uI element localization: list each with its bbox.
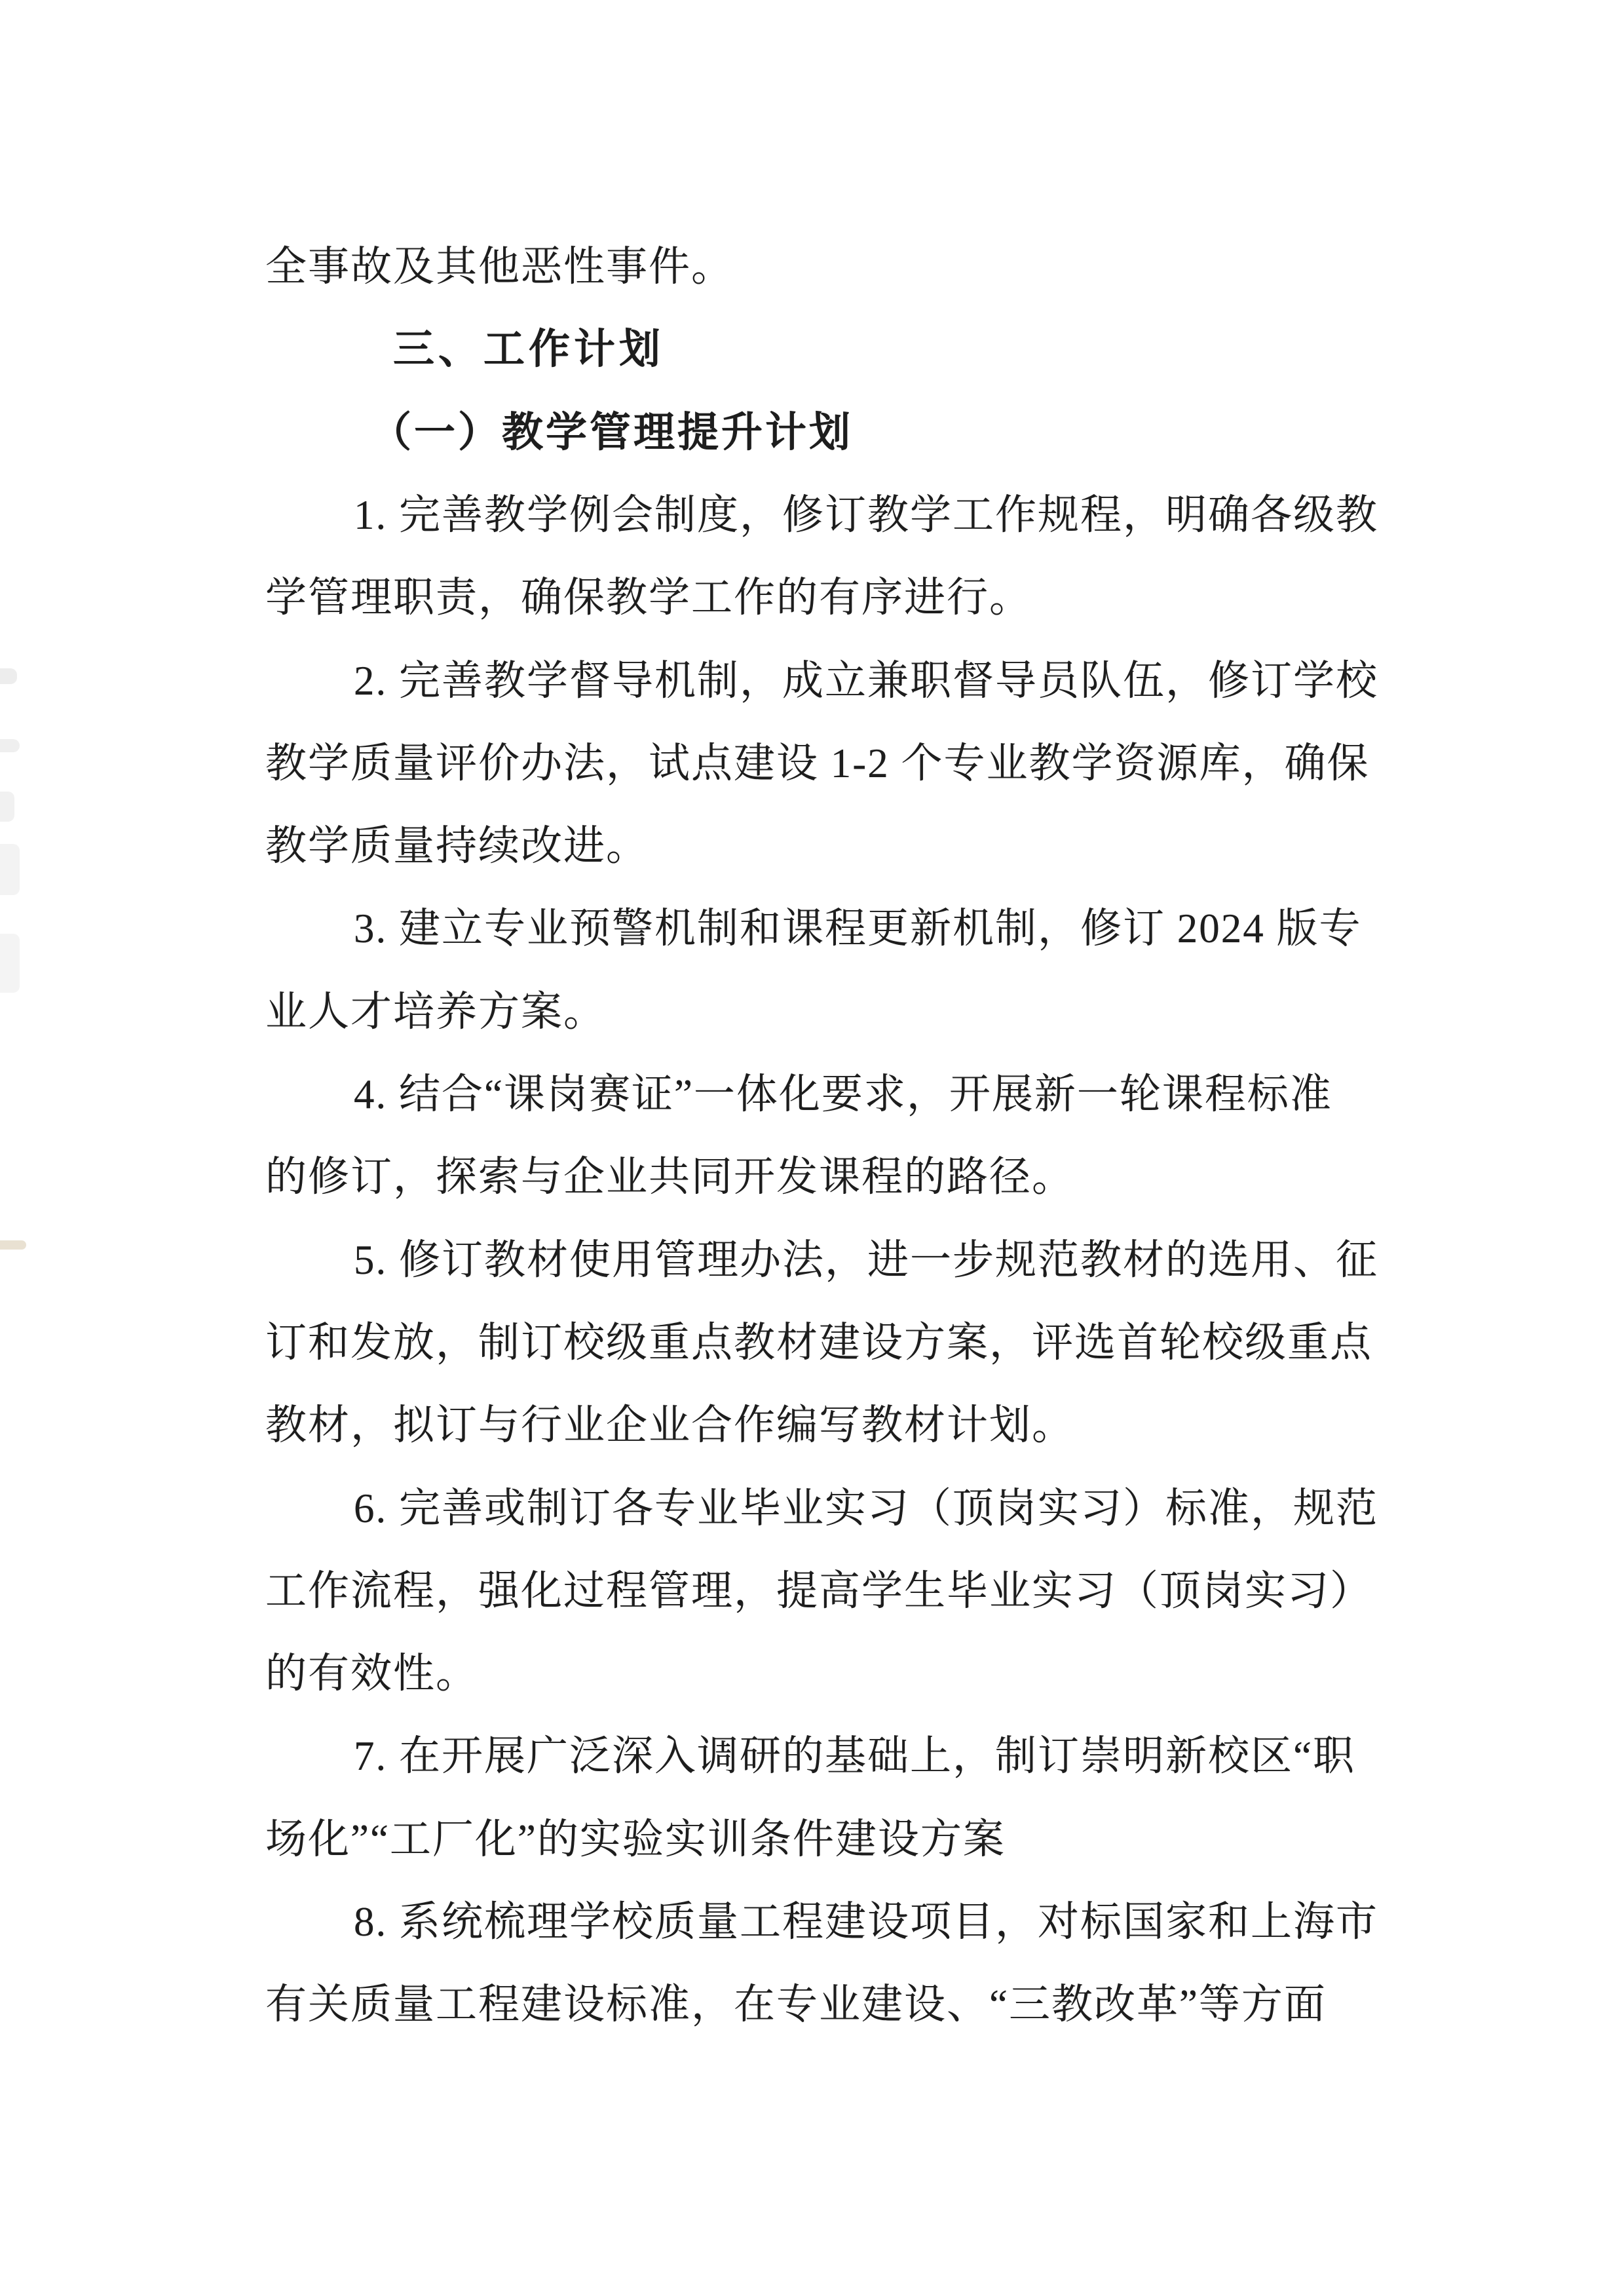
text-line: 教学质量评价办法，试点建设 1-2 个专业教学资源库，确保: [265, 740, 1370, 786]
paragraph-number-line: 6. 完善或制订各专业毕业实习（顶岗实习）标准，规范: [354, 1485, 1378, 1531]
paragraph-number-line: 3. 建立专业预警机制和课程更新机制，修订 2024 版专: [354, 906, 1362, 951]
subsection-heading: （一）教学管理提升计划: [370, 410, 853, 455]
paragraph-number-line: 7. 在开展广泛深入调研的基础上，制订崇明新校区“职: [354, 1733, 1355, 1779]
text-line: 全事故及其他恶性事件。: [265, 244, 734, 290]
paragraph-number-line: 4. 结合“课岗赛证”一体化要求，开展新一轮课程标准: [354, 1071, 1332, 1117]
text-line: 订和发放，制订校级重点教材建设方案，评选首轮校级重点: [265, 1320, 1372, 1366]
text-line: 的有效性。: [265, 1651, 478, 1696]
scan-artifact: [0, 668, 17, 684]
text-line: 场化”“工厂化”的实验实训条件建设方案: [265, 1816, 1006, 1862]
scan-artifact: [0, 792, 14, 822]
scan-artifact: [0, 1240, 26, 1250]
text-line: 业人才培养方案。: [265, 989, 606, 1035]
paragraph-number-line: 1. 完善教学例会制度，修订教学工作规程，明确各级教: [354, 492, 1378, 538]
paragraph-number-line: 8. 系统梳理学校质量工程建设项目，对标国家和上海市: [354, 1899, 1378, 1945]
scan-artifact: [0, 844, 20, 895]
section-heading: 三、工作计划: [393, 326, 664, 372]
text-line: 学管理职责，确保教学工作的有序进行。: [265, 575, 1032, 621]
text-line: 教材，拟订与行业企业合作编写教材计划。: [265, 1402, 1074, 1448]
scan-artifact: [0, 739, 20, 752]
text-line: 工作流程，强化过程管理，提高学生毕业实习（顶岗实习）: [265, 1568, 1372, 1614]
paragraph-number-line: 5. 修订教材使用管理办法，进一步规范教材的选用、征: [354, 1237, 1378, 1283]
text-line: 的修订，探索与企业共同开发课程的路径。: [265, 1154, 1074, 1200]
paragraph-number-line: 2. 完善教学督导机制，成立兼职督导员队伍，修订学校: [354, 658, 1378, 704]
text-line: 有关质量工程建设标准，在专业建设、“三教改革”等方面: [265, 1981, 1327, 2027]
text-line: 教学质量持续改进。: [265, 823, 649, 869]
scan-artifact: [0, 934, 20, 993]
